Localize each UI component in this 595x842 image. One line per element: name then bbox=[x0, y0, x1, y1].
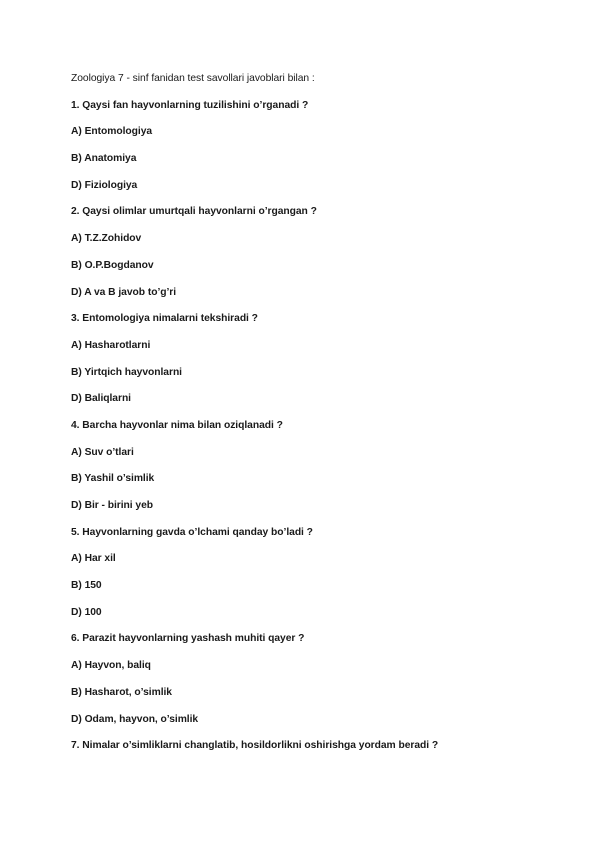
question-5-option-d: D) 100 bbox=[71, 606, 102, 618]
question-1: 1. Qaysi fan hayvonlarning tuzilishini o’rganadi ? bbox=[71, 99, 309, 111]
question-3: 3. Entomologiya nimalarni tekshiradi ? bbox=[71, 313, 258, 325]
question-4: 4. Barcha hayvonlar nima bilan oziqlanadi ? bbox=[71, 419, 283, 431]
question-6: 6. Parazit hayvonlarning yashash muhiti qayer ? bbox=[71, 633, 305, 645]
question-6-option-b: B) Hasharot, o’simlik bbox=[71, 686, 172, 698]
question-3-option-d: D) Baliqlarni bbox=[71, 393, 131, 405]
question-1-option-d: D) Fiziologiya bbox=[71, 179, 138, 191]
question-6-option-d: D) Odam, hayvon, o’simlik bbox=[71, 713, 199, 725]
question-2-option-b: B) O.P.Bogdanov bbox=[71, 259, 154, 271]
question-1-option-b: B) Anatomiya bbox=[71, 153, 137, 165]
question-2-option-d: D) A va B javob to’g’ri bbox=[71, 286, 177, 298]
question-4-option-d: D) Bir - birini yeb bbox=[71, 500, 154, 511]
question-3-option-a: A) Hasharotlarni bbox=[71, 339, 151, 351]
question-4-option-b: B) Yashil o’simlik bbox=[71, 473, 155, 485]
question-5-option-a: A) Har xil bbox=[71, 553, 116, 565]
question-2-option-a: A) T.Z.Zohidov bbox=[71, 233, 142, 245]
question-2: 2. Qaysi olimlar umurtqali hayvonlarni o’rgangan ? bbox=[71, 206, 317, 218]
question-3-option-b: B) Yirtqich hayvonlarni bbox=[71, 366, 182, 378]
question-1-option-a: A) Entomologiya bbox=[71, 126, 153, 138]
question-4-option-a: A) Suv o’tlari bbox=[71, 446, 134, 458]
question-7: 7. Nimalar o’simliklarni changlatib, hosildorlikni oshirishga yordam beradi ? bbox=[71, 740, 439, 752]
question-5-option-b: B) 150 bbox=[71, 580, 102, 592]
document-title: Zoologiya 7 - sinf fanidan test savollari javoblari bilan : bbox=[71, 73, 315, 84]
question-6-option-a: A) Hayvon, baliq bbox=[71, 660, 151, 672]
question-5: 5. Hayvonlarning gavda o’lchami qanday bo’ladi ? bbox=[71, 526, 313, 538]
document-content bbox=[71, 72, 551, 766]
